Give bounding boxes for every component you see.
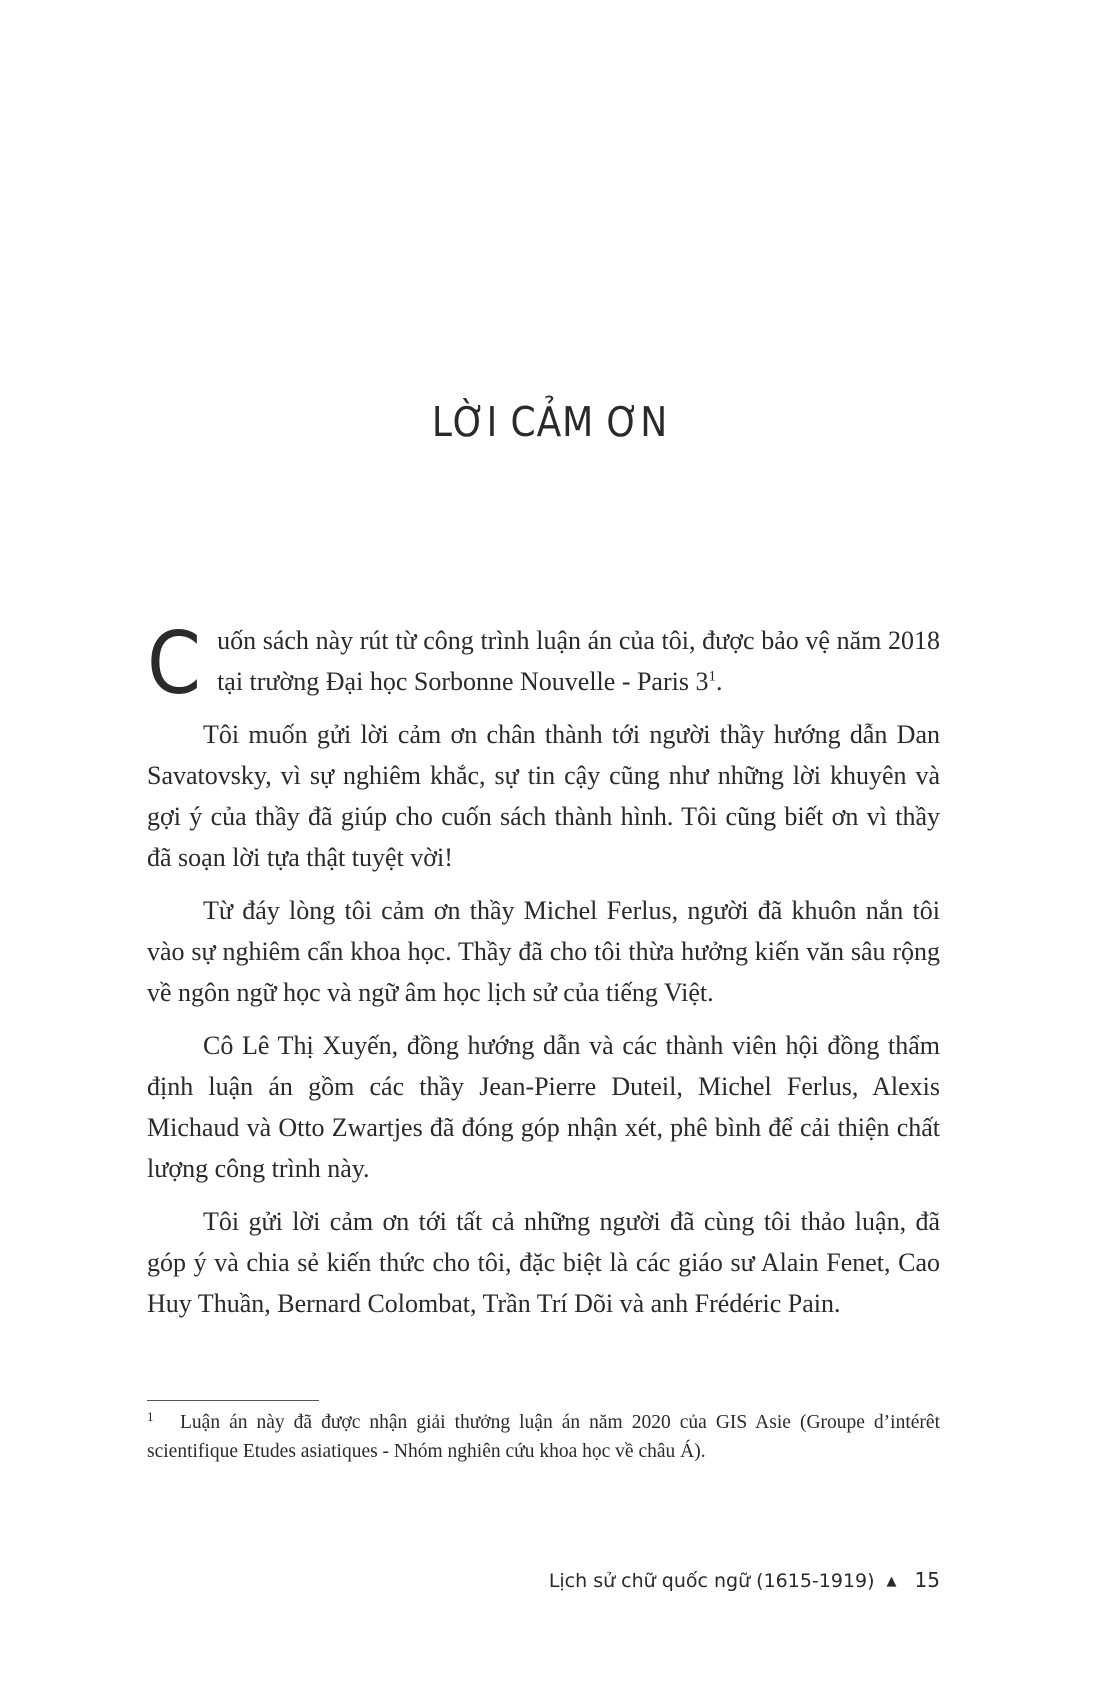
- paragraph-1-end: .: [715, 667, 723, 696]
- paragraph-5: Tôi gửi lời cảm ơn tới tất cả những người đã cùng tôi thảo luận, đã góp ý và chia sẻ kiến thức cho tôi, đặc biệt là các giáo sư Alain Fenet, Cao Huy Thuần, Bernard Colombat, Trần Trí Dõi và anh Frédéric Pain.: [147, 1207, 940, 1318]
- paragraph-4: Cô Lê Thị Xuyến, đồng hướng dẫn và các thành viên hội đồng thẩm định luận án gồm các thầy Jean-Pierre Duteil, Michel Ferlus, Alexis Michaud và Otto Zwartjes đã đóng góp nhận xét, phê bình để cải thiện chất lượng công trình này.: [147, 1031, 940, 1183]
- paragraph-1: [147, 614, 940, 714]
- page-number: 15: [914, 1568, 940, 1592]
- paragraph-3: Từ đáy lòng tôi cảm ơn thầy Michel Ferlus, người đã khuôn nắn tôi vào sự nghiêm cẩn khoa học. Thầy đã cho tôi thừa hưởng kiến văn sâu rộng về ngôn ngữ học và ngữ âm học lịch sử của tiếng Việt.: [147, 896, 940, 1007]
- footnote-divider: [147, 1400, 319, 1401]
- triangle-icon: ▲: [886, 1574, 897, 1589]
- book-title: Lịch sử chữ quốc ngữ (1615-1919): [548, 1570, 875, 1592]
- drop-cap: C: [147, 614, 202, 714]
- footnote-reference: 1: [708, 668, 716, 685]
- footnote-text: Luận án này đã được nhận giải thưởng luận án năm 2020 của GIS Asie (Groupe d’intérêt scientifique Etudes asiatiques - Nhóm nghiên cứu khoa học về châu Á).: [147, 1412, 940, 1462]
- footnote: 1 Luận án này đã được nhận giải thưởng luận án năm 2020 của GIS Asie (Groupe d’intérêt scientifique Etudes asiatiques - Nhóm nghiên cứu khoa học về châu Á).: [147, 1408, 940, 1462]
- page-title: LỜI CẢM ƠN: [431, 398, 669, 446]
- body-text: [147, 614, 940, 1336]
- running-footer: [549, 1568, 940, 1592]
- paragraph-1-text: uốn sách này rút từ công trình luận án của tôi, được bảo vệ năm 2018 tại trường Đại học Sorbonne Nouvelle - Paris 3: [217, 626, 940, 696]
- paragraph-2: Tôi muốn gửi lời cảm ơn chân thành tới người thầy hướng dẫn Dan Savatovsky, vì sự nghiêm khắc, sự tin cậy cũng như những lời khuyên và gợi ý của thầy đã giúp cho cuốn sách thành hình. Tôi cũng biết ơn vì thầy đã soạn lời tựa thật tuyệt vời!: [147, 720, 940, 872]
